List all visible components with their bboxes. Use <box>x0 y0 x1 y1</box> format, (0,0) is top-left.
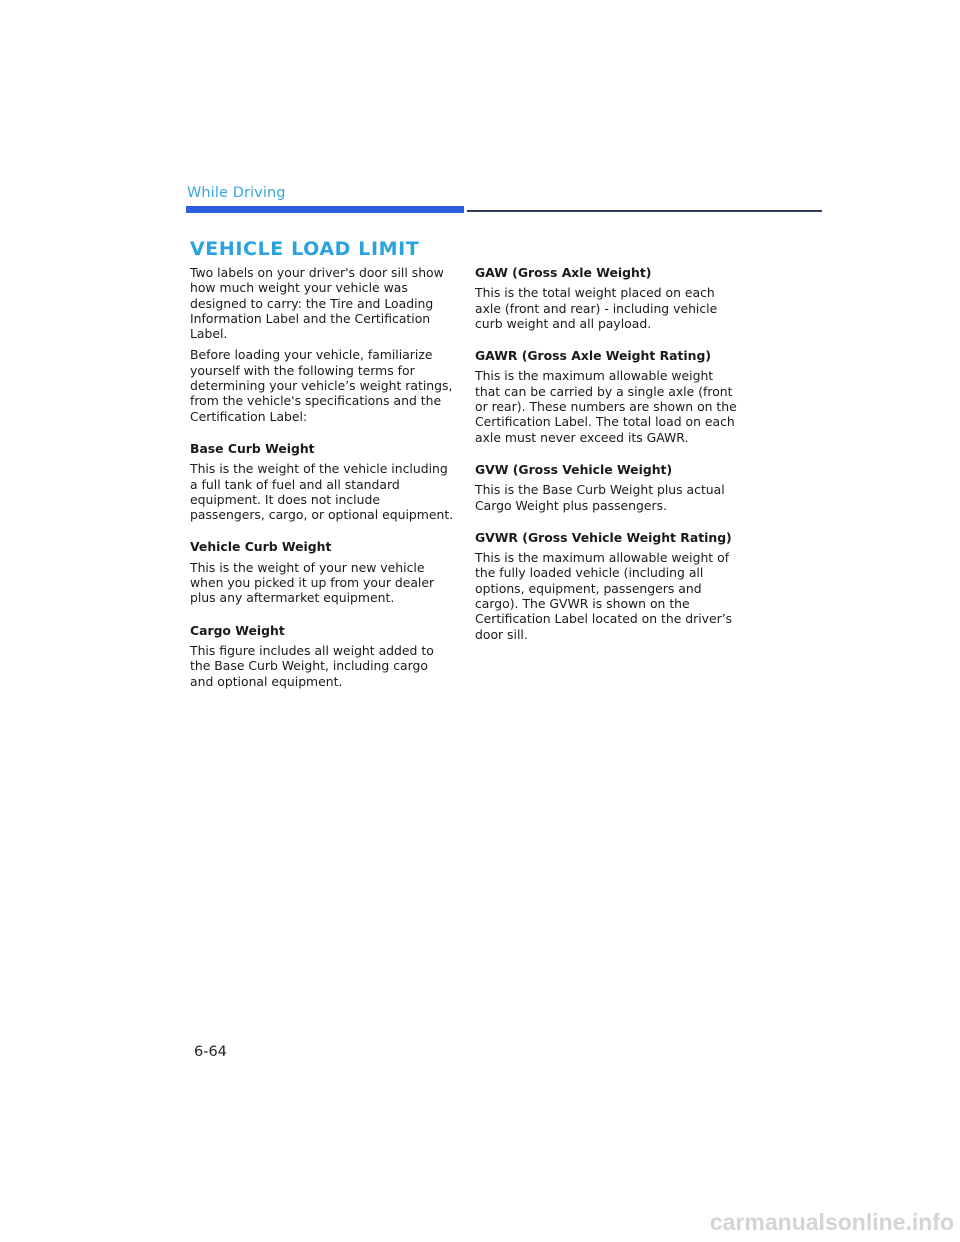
watermark: carmanualsonline.info <box>709 1209 954 1235</box>
header-rule-line <box>467 210 822 212</box>
term-text-cargo-weight: This figure includes all weight added to the Base Curb Weight, including cargo and optional equipment. <box>190 642 434 689</box>
intro-paragraph: Two labels on your driver's door sill show how much weight your vehicle was designed to carry: the Tire and Loading Information Label and the Certification Label. <box>190 265 444 342</box>
term-heading-gaw: GAW (Gross Axle Weight) <box>475 265 652 280</box>
term-heading-vehicle-curb-weight: Vehicle Curb Weight <box>190 539 332 555</box>
term-text-gvwr: This is the maximum allowable weight of the fully loaded vehicle (including all options, equipment, passengers and cargo). The GVWR is shown on the Certification Label located on the driver’s door sill. <box>475 550 733 642</box>
right-column <box>475 265 739 648</box>
term-heading-gvw: GVW (Gross Vehicle Weight) <box>475 461 673 477</box>
term-heading-base-curb-weight: Base Curb Weight <box>190 440 315 456</box>
page-number: 6-64 <box>194 1044 227 1060</box>
intro-paragraph: Before loading your vehicle, familiarize yourself with the following terms for determining your vehicle’s weight ratings, from the vehicle's specifications and the Certification Label: <box>190 347 453 424</box>
term-text-gaw: This is the total weight placed on each axle (front and rear) - including vehicle curb weight and all payload. <box>475 285 718 331</box>
term-text-gvw: This is the Base Curb Weight plus actual Cargo Weight plus passengers. <box>475 482 725 513</box>
term-heading-gvwr: GVWR (Gross Vehicle Weight Rating) <box>475 529 732 545</box>
left-column <box>190 265 454 695</box>
section-header: While Driving <box>187 185 286 201</box>
term-heading-cargo-weight: Cargo Weight <box>190 622 285 638</box>
header-rule-accent <box>186 206 464 213</box>
term-heading-gawr: GAWR (Gross Axle Weight Rating) <box>475 348 712 364</box>
term-text-base-curb-weight: This is the weight of the vehicle including a full tank of fuel and all standard equipment. It does not include passengers, cargo, or optional equipment. <box>190 461 454 523</box>
page-title: VEHICLE LOAD LIMIT <box>190 238 420 260</box>
term-text-gawr: This is the maximum allowable weight that can be carried by a single axle (front or rear). These numbers are shown on the Certification Label. The total load on each axle must never exceed its GAWR. <box>475 368 737 445</box>
term-text-vehicle-curb-weight: This is the weight of your new vehicle when you picked it up from your dealer plus any aftermarket equipment. <box>190 559 435 606</box>
